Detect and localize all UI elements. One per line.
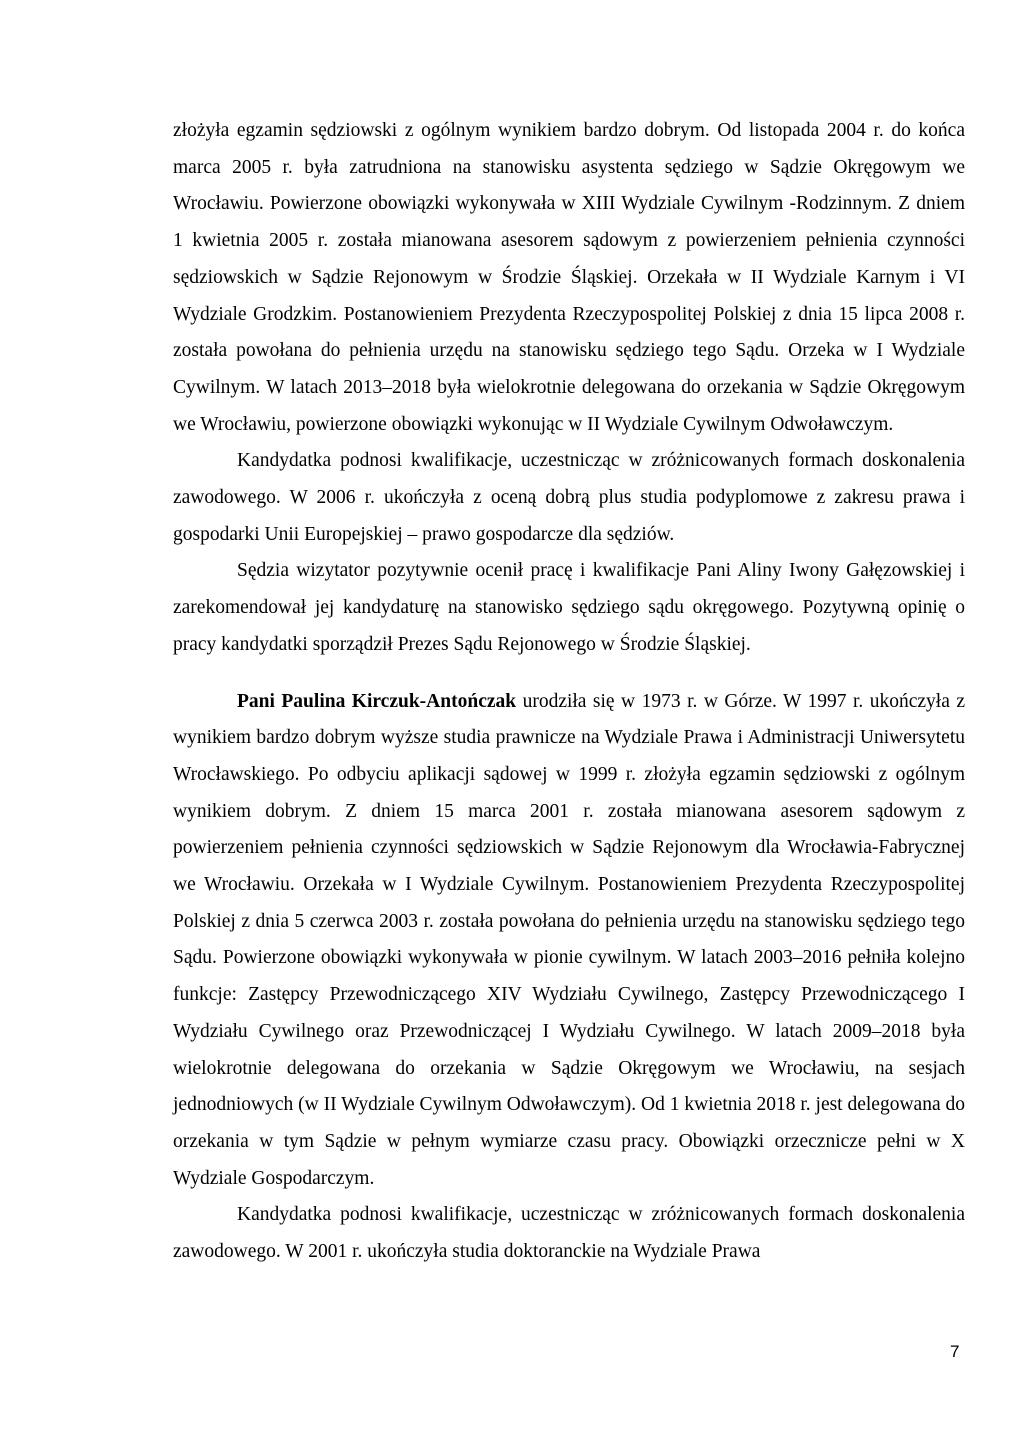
paragraph-galezowska-evaluation: [173, 553, 965, 663]
paragraph-kirczuk-antonczak-career: [173, 684, 965, 1198]
paragraph-text: Kandydatka podnosi kwalifikacje, uczestnicząc w zróżnicowanych formach doskonalenia zawodowego. W 2001 r. ukończyła studia doktoranckie na Wydziale Prawa: [173, 1204, 965, 1263]
paragraph-text: Sędzia wizytator pozytywnie ocenił pracę i kwalifikacje Pani Aliny Iwony Gałęzowskiej i zarekomendował jej kandydaturę na stanowisko sędziego sądu okręgowego. Pozytywną opinię o pracy kandydatki sporządził Prezes Sądu Rejonowego w Środzie Śląskiej.: [173, 560, 965, 655]
body-text: [173, 113, 965, 1271]
paragraph-galezowska-career: [173, 113, 965, 443]
page-number: 7: [950, 1342, 960, 1361]
paragraph-text: urodziła się w 1973 r. w Górze. W 1997 r. ukończyła z wynikiem bardzo dobrym wyższe studia prawnicze na Wydziale Prawa i Administracji Uniwersytetu Wrocławskiego. Po odbyciu aplikacji sądowej w 1999 r. złożyła egzamin sędziowski z ogólnym wynikiem dobrym. Z dniem 15 marca 2001 r. została mianowana asesorem sądowym z powierzeniem pełnienia czynności sędziowskich w Sądzie Rejonowym dla Wrocławia-Fabrycznej we Wrocławiu. Orzekała w I Wydziale Cywilnym. Postanowieniem Prezydenta Rzeczypospolitej Polskiej z dnia 5 czerwca 2003 r. została powołana do pełnienia urzędu na stanowisku sędziego tego Sądu. Powierzone obowiązki wykonywała w pionie cywilnym. W latach 2003–2016 pełniła kolejno funkcje: Zastępcy Przewodniczącego XIV Wydziału Cywilnego, Zastępcy Przewodniczącego I Wydziału Cywilnego oraz Przewodniczącej I Wydziału Cywilnego. W latach 2009–2018 była wielokrotnie delegowana do orzekania w Sądzie Okręgowym we Wrocławiu, na sesjach jednodniowych (w II Wydziale Cywilnym Odwoławczym). Od 1 kwietnia 2018 r. jest delegowana do orzekania w tym Sądzie w pełnym wymiarze czasu pracy. Obowiązki orzecznicze pełni w X Wydziale Gospodarczym.: [173, 690, 965, 1189]
paragraph-text: Kandydatka podnosi kwalifikacje, uczestnicząc w zróżnicowanych formach doskonalenia zawodowego. W 2006 r. ukończyła z oceną dobrą plus studia podyplomowe z zakresu prawa i gospodarki Unii Europejskiej – prawo gospodarcze dla sędziów.: [173, 450, 965, 545]
paragraph-galezowska-qualifications: [173, 443, 965, 553]
candidate-name: Pani Paulina Kirczuk-Antończak: [237, 690, 517, 712]
paragraph-kirczuk-antonczak-qualifications: [173, 1197, 965, 1270]
paragraph-text: złożyła egzamin sędziowski z ogólnym wynikiem bardzo dobrym. Od listopada 2004 r. do końca marca 2005 r. była zatrudniona na stanowisku asystenta sędziego w Sądzie Okręgowym we Wrocławiu. Powierzone obowiązki wykonywała w XIII Wydziale Cywilnym -Rodzinnym. Z dniem 1 kwietnia 2005 r. została mianowana asesorem sądowym z powierzeniem pełnienia czynności sędziowskich w Sądzie Rejonowym w Środzie Śląskiej. Orzekała w II Wydziale Karnym i VI Wydziale Grodzkim. Postanowieniem Prezydenta Rzeczypospolitej Polskiej z dnia 15 lipca 2008 r. została powołana do pełnienia urzędu na stanowisku sędziego tego Sądu. Orzeka w I Wydziale Cywilnym. W latach 2013–2018 była wielokrotnie delegowana do orzekania w Sądzie Okręgowym we Wrocławiu, powierzone obowiązki wykonując w II Wydziale Cywilnym Odwoławczym.: [173, 120, 965, 435]
